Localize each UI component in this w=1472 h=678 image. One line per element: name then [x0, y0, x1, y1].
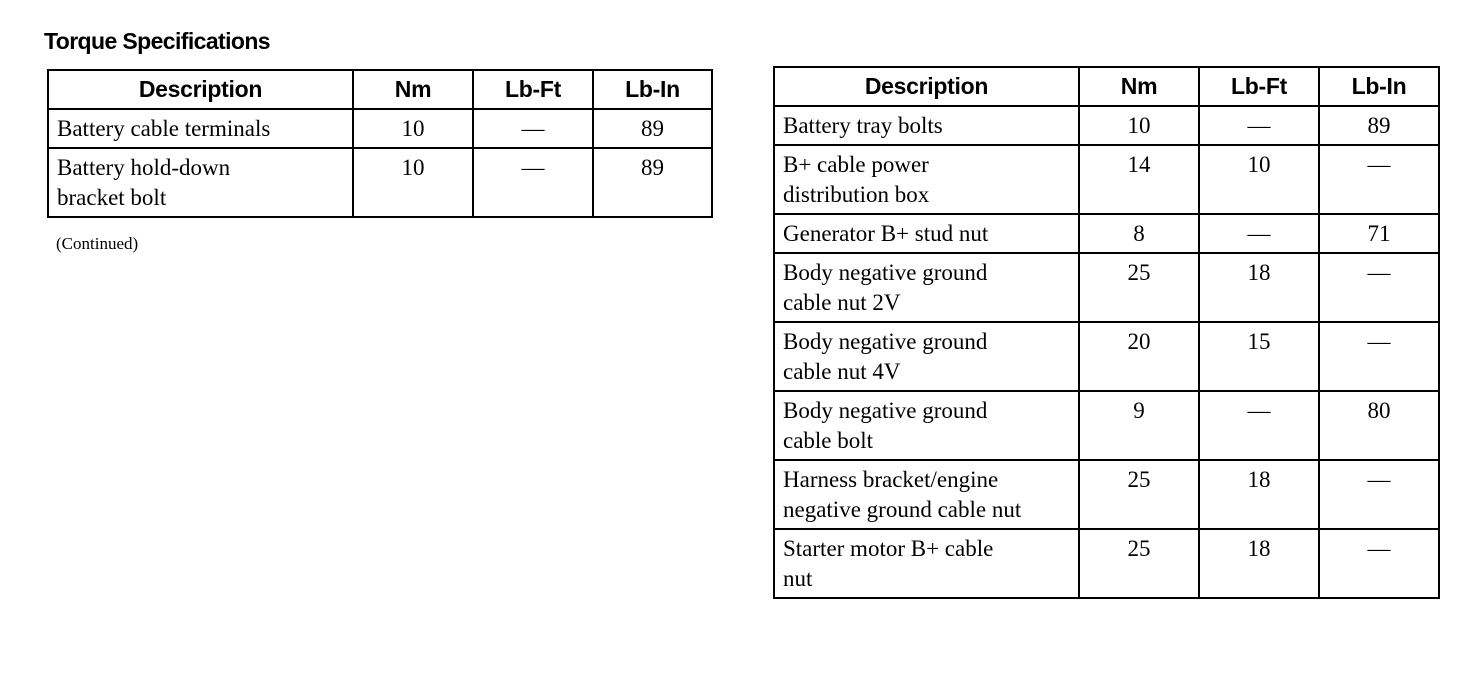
row-lb-in: 89	[1319, 106, 1439, 145]
row-description: Body negative ground cable bolt	[774, 391, 1079, 460]
row-description: Battery tray bolts	[774, 106, 1079, 145]
row-description: Harness bracket/engine negative ground cable nut	[774, 460, 1079, 529]
row-lb-in: —	[1319, 529, 1439, 598]
torque-table-left	[47, 69, 713, 218]
torque-table-right	[773, 66, 1440, 599]
column-header-lb-in: Lb-In	[1319, 67, 1439, 106]
row-lb-ft: —	[473, 109, 593, 148]
column-header-nm: Nm	[1079, 67, 1199, 106]
table-header-row	[48, 70, 712, 109]
row-nm: 9	[1079, 391, 1199, 460]
row-lb-ft: —	[1199, 106, 1319, 145]
table-row	[48, 148, 712, 217]
row-lb-in: 89	[593, 109, 712, 148]
row-nm: 10	[1079, 106, 1199, 145]
row-nm: 10	[353, 109, 473, 148]
table-header-row	[774, 67, 1439, 106]
table-row	[774, 460, 1439, 529]
row-description: Generator B+ stud nut	[774, 214, 1079, 253]
row-lb-in: 80	[1319, 391, 1439, 460]
page-title: Torque Specifications	[44, 28, 270, 54]
continued-note: (Continued)	[56, 234, 139, 253]
column-header-lb-ft: Lb-Ft	[473, 70, 593, 109]
column-header-description: Description	[48, 70, 353, 109]
column-header-nm: Nm	[353, 70, 473, 109]
row-nm: 10	[353, 148, 473, 217]
row-description: Battery cable terminals	[48, 109, 353, 148]
row-lb-in: 71	[1319, 214, 1439, 253]
row-lb-ft: —	[1199, 391, 1319, 460]
table-row	[774, 253, 1439, 322]
row-nm: 25	[1079, 253, 1199, 322]
row-description: Starter motor B+ cable nut	[774, 529, 1079, 598]
row-lb-ft: 18	[1199, 460, 1319, 529]
table-row	[774, 214, 1439, 253]
table-row	[774, 145, 1439, 214]
row-lb-ft: 18	[1199, 529, 1319, 598]
row-nm: 20	[1079, 322, 1199, 391]
table-row	[48, 109, 712, 148]
row-description: Body negative ground cable nut 4V	[774, 322, 1079, 391]
row-description: Battery hold-down bracket bolt	[48, 148, 353, 217]
row-lb-ft: —	[473, 148, 593, 217]
row-nm: 25	[1079, 460, 1199, 529]
row-lb-in: —	[1319, 322, 1439, 391]
row-description: Body negative ground cable nut 2V	[774, 253, 1079, 322]
row-lb-in: —	[1319, 460, 1439, 529]
column-header-lb-in: Lb-In	[593, 70, 712, 109]
table-row	[774, 106, 1439, 145]
column-header-lb-ft: Lb-Ft	[1199, 67, 1319, 106]
column-header-description: Description	[774, 67, 1079, 106]
row-lb-in: —	[1319, 253, 1439, 322]
table-row	[774, 391, 1439, 460]
row-lb-in: —	[1319, 145, 1439, 214]
row-lb-ft: —	[1199, 214, 1319, 253]
row-lb-ft: 15	[1199, 322, 1319, 391]
row-lb-in: 89	[593, 148, 712, 217]
row-nm: 8	[1079, 214, 1199, 253]
row-description: B+ cable power distribution box	[774, 145, 1079, 214]
row-nm: 25	[1079, 529, 1199, 598]
table-row	[774, 322, 1439, 391]
row-lb-ft: 10	[1199, 145, 1319, 214]
row-nm: 14	[1079, 145, 1199, 214]
table-row	[774, 529, 1439, 598]
row-lb-ft: 18	[1199, 253, 1319, 322]
